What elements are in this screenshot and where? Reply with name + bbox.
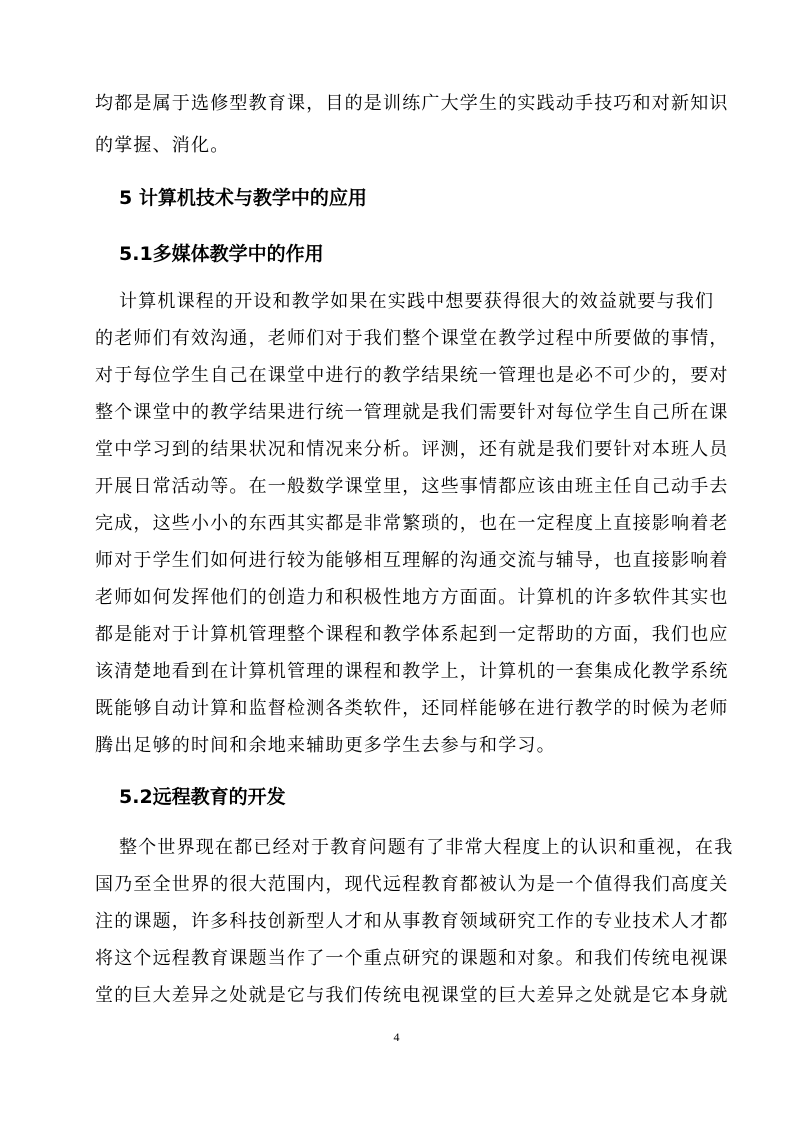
paragraph-line: 老师如何发挥他们的创造力和积极性地方方面面。计算机的许多软件其实也 bbox=[95, 587, 729, 608]
paragraph-line: 的掌握、消化。 bbox=[95, 135, 230, 156]
paragraph-line: 注的课题，许多科技创新型人才和从事教育领域研究工作的专业技术人才都 bbox=[95, 911, 729, 932]
paragraph-line: 既能够自动计算和监督检测各类软件，还同样能够在进行教学的时候为老师 bbox=[95, 698, 729, 719]
subsection-heading: 5.2远程教育的开发 bbox=[119, 786, 286, 808]
page-number: 4 bbox=[393, 1030, 400, 1044]
paragraph-line: 的老师们有效沟通，老师们对于我们整个课堂在教学过程中所要做的事情， bbox=[95, 328, 729, 349]
paragraph-line: 整个世界现在都已经对于教育问题有了非常大程度上的认识和重视，在我 bbox=[119, 837, 734, 858]
paragraph-line: 均都是属于选修型教育课，目的是训练广大学生的实践动手技巧和对新知识 bbox=[95, 93, 729, 114]
paragraph-line: 该清楚地看到在计算机管理的课程和教学上，计算机的一套集成化教学系统 bbox=[95, 661, 729, 682]
paragraph-line: 完成，这些小小的东西其实都是非常繁琐的，也在一定程度上直接影响着老 bbox=[95, 513, 729, 534]
paragraph-line: 国乃至全世界的很大范围内，现代远程教育都被认为是一个值得我们高度关 bbox=[95, 874, 729, 895]
paragraph-line: 开展日常活动等。在一般数学课堂里，这些事情都应该由班主任自己动手去 bbox=[95, 476, 729, 497]
paragraph-line: 师对于学生们如何进行较为能够相互理解的沟通交流与辅导，也直接影响着 bbox=[95, 550, 729, 571]
paragraph-line: 整个课堂中的教学结果进行统一管理就是我们需要针对每位学生自己所在课 bbox=[95, 402, 729, 423]
paragraph-line: 将这个远程教育课题当作了一个重点研究的课题和对象。和我们传统电视课 bbox=[95, 948, 729, 969]
paragraph-line: 腾出足够的时间和余地来辅助更多学生去参与和学习。 bbox=[95, 735, 556, 756]
paragraph-line: 都是能对于计算机管理整个课程和教学体系起到一定帮助的方面，我们也应 bbox=[95, 624, 729, 645]
paragraph-line: 计算机课程的开设和教学如果在实践中想要获得很大的效益就要与我们 bbox=[119, 291, 715, 312]
section-heading: 5 计算机技术与教学中的应用 bbox=[119, 187, 367, 209]
paragraph-line: 对于每位学生自己在课堂中进行的教学结果统一管理也是必不可少的，要对 bbox=[95, 365, 729, 386]
paragraph-line: 堂中学习到的结果状况和情况来分析。评测，还有就是我们要针对本班人员 bbox=[95, 439, 729, 460]
subsection-heading: 5.1多媒体教学中的作用 bbox=[119, 243, 324, 265]
paragraph-line: 堂的巨大差异之处就是它与我们传统电视课堂的巨大差异之处就是它本身就 bbox=[95, 985, 729, 1006]
